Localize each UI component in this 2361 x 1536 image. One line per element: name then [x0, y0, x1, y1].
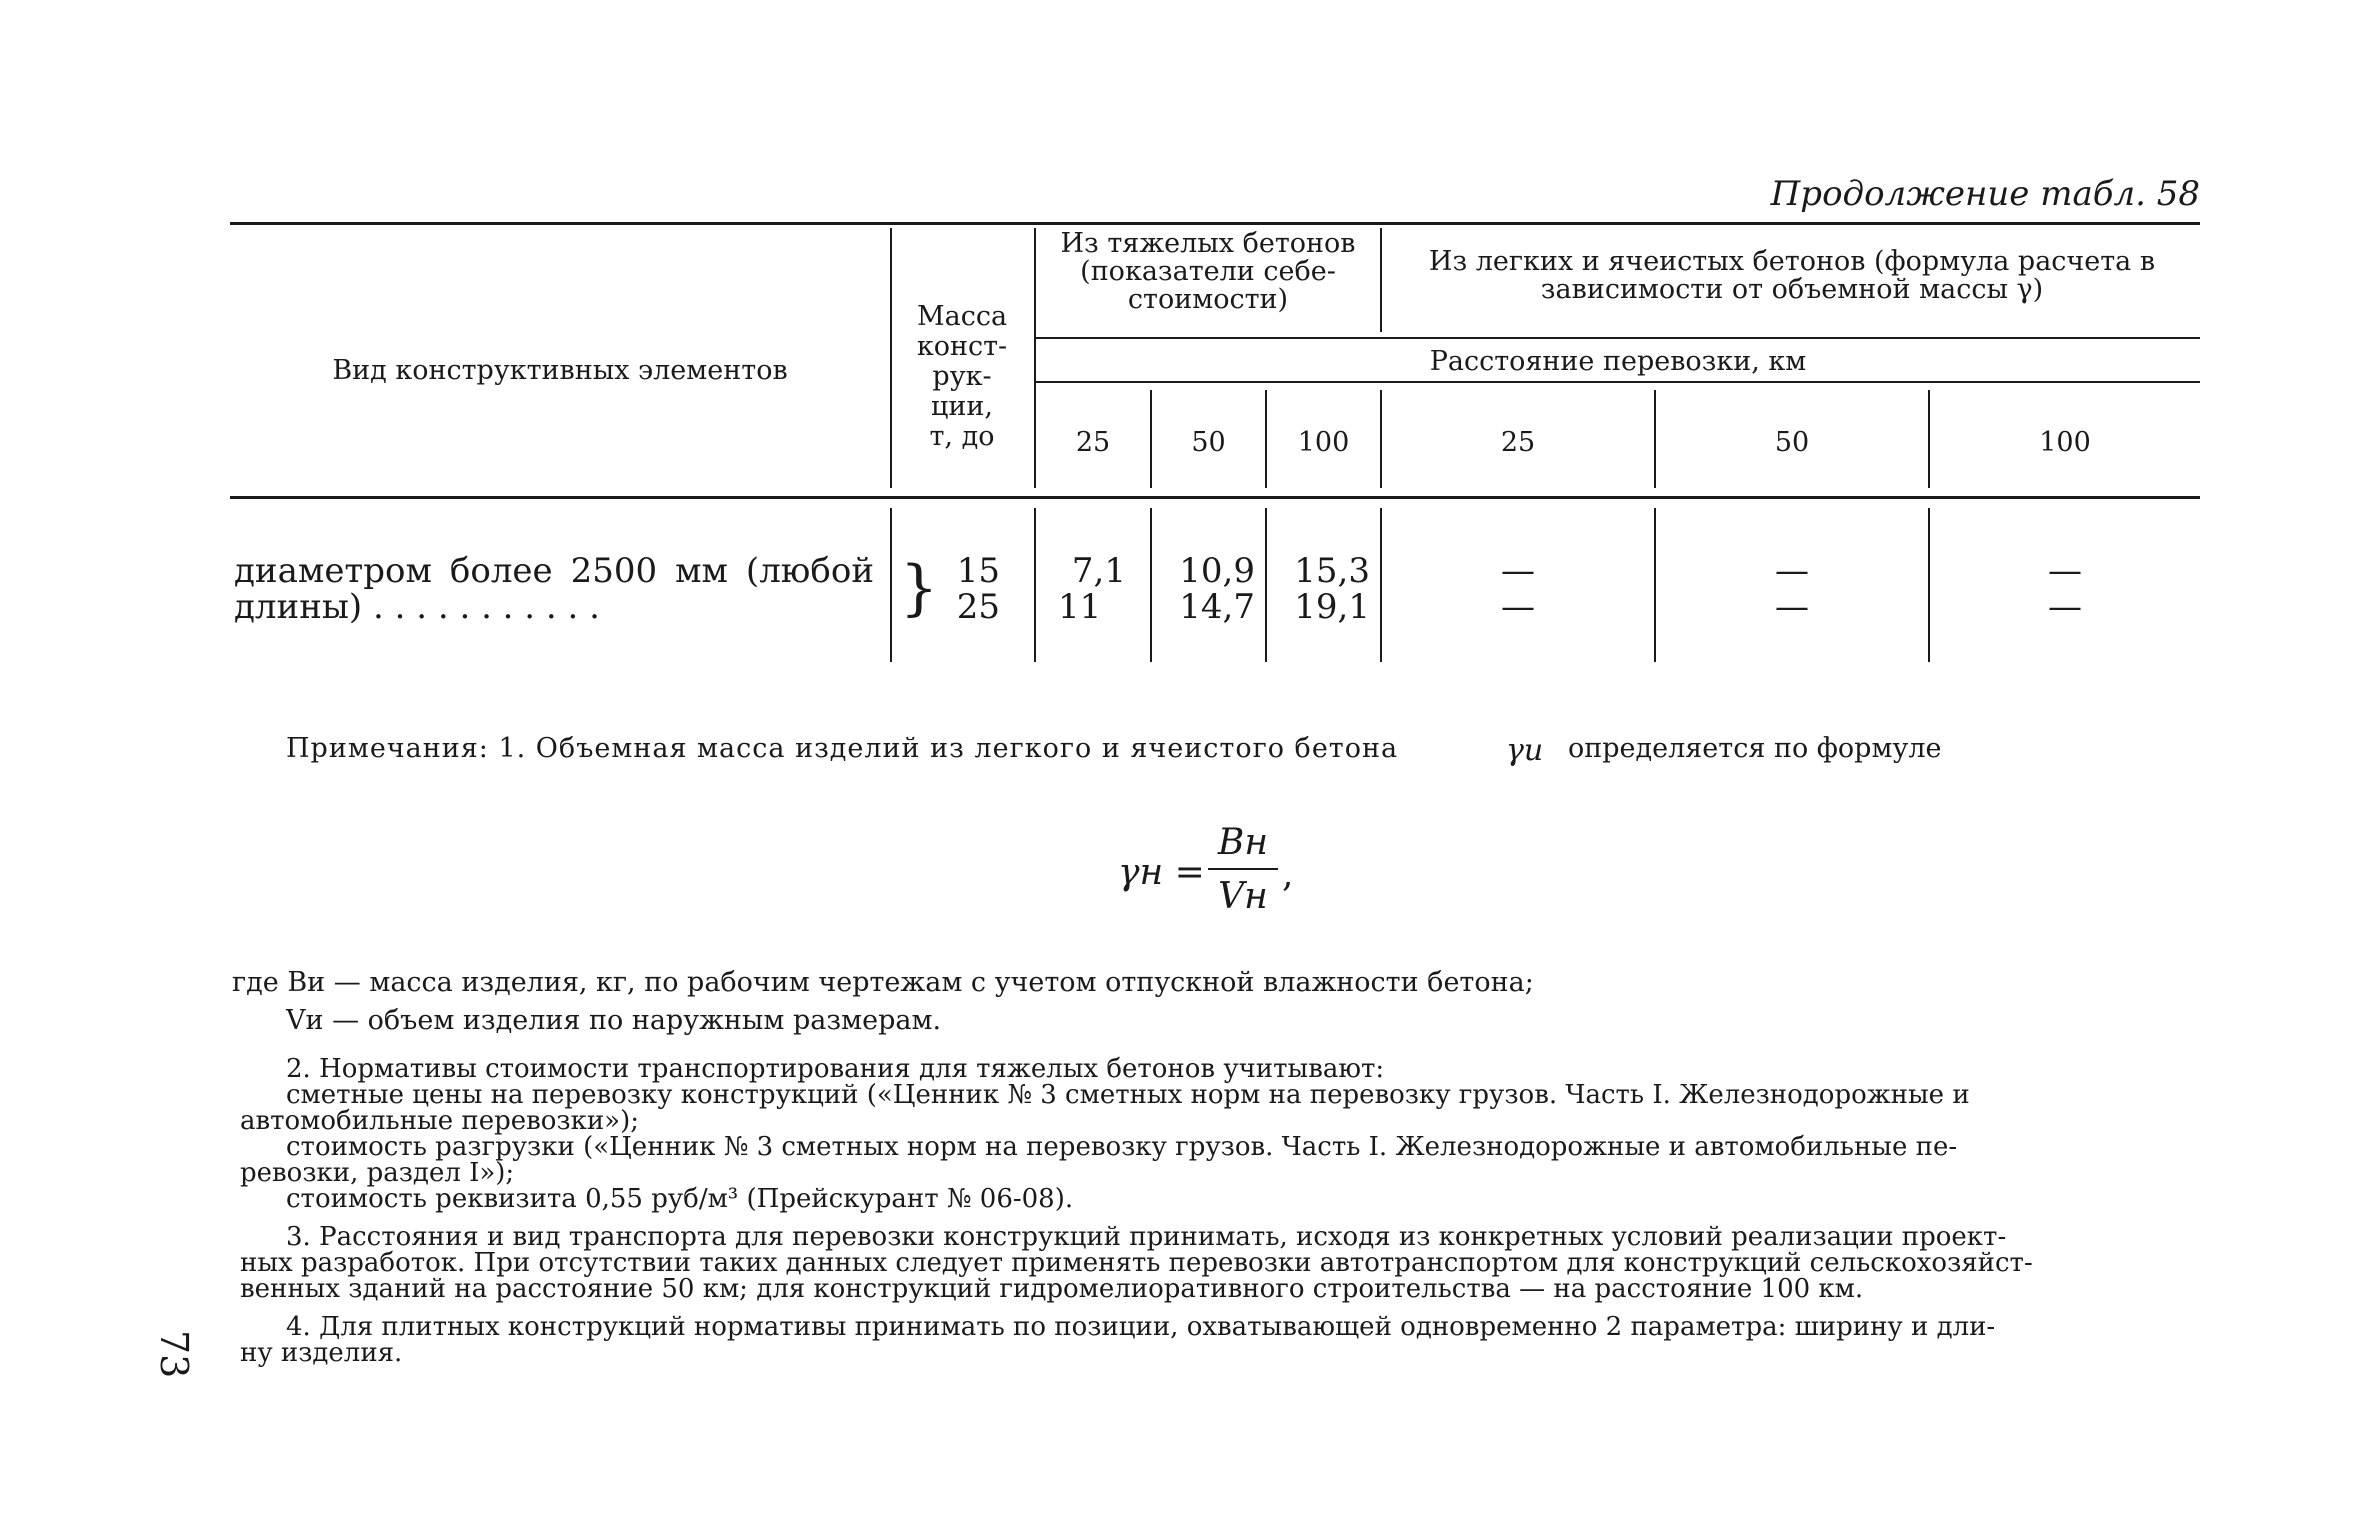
row-mass-2: 25: [956, 587, 1000, 627]
formula-lhs: γн =: [1118, 852, 1205, 893]
header-light-concrete: Из легких и ячеистых бетонов (формула расчета в зависимости от объемной массы γ): [1428, 246, 2156, 305]
light25-val-2: —: [1501, 587, 1535, 627]
formula-denominator: Vн: [1218, 876, 1268, 917]
light25-val-1: —: [1501, 551, 1535, 591]
header-distance: Расстояние перевозки, км: [1429, 346, 1807, 377]
note-4-line2: ну изделия.: [240, 1338, 403, 1368]
page-number: 73: [152, 1330, 196, 1379]
header-dist-l50: 50: [1774, 427, 1810, 458]
body-divider-1: [890, 508, 892, 662]
light100-val-2: —: [2048, 587, 2082, 627]
note-3-line1: 3. Расстояния и вид транспорта для перевозки конструкций принимать, исходя из конкретных условий реализации проект-: [286, 1222, 2007, 1252]
col-divider-3: [1380, 228, 1382, 332]
row-label-line2: длины) . . . . . . . . . . .: [234, 587, 600, 627]
row-brace: }: [900, 553, 939, 623]
heavy50-val-2: 14,7: [1179, 587, 1255, 627]
note-1-tail: определяется по формуле: [1568, 733, 1942, 764]
header-dist-l100: 100: [2039, 427, 2091, 458]
note-2-line4: стоимость разгрузки («Ценник № 3 сметных норм на перевозку грузов. Часть I. Железнодорожные и автомобильные пе-: [286, 1132, 1958, 1162]
note-3-line3: венных зданий на расстояние 50 км; для конструкций гидромелиоративного строительства — на расстояние 100 км.: [240, 1274, 1864, 1304]
light50-val-1: —: [1775, 551, 1809, 591]
body-divider-4: [1265, 508, 1267, 662]
header-mass: Масса конст- рук- ции, т, до: [916, 301, 1008, 452]
header-dist-h25: 25: [1075, 427, 1111, 458]
note-2-line5: ревозки, раздел I»);: [240, 1158, 515, 1188]
note-1-intro: Примечания: 1. Объемная масса изделий из легкого и ячеистого бетона: [286, 733, 1399, 764]
note-1-symbol: γи: [1506, 733, 1544, 768]
body-divider-2: [1034, 508, 1036, 662]
note-2-line2: сметные цены на перевозку конструкций («Ценник № 3 сметных норм на перевозку грузов. Часть I. Железнодорожные и: [286, 1080, 1970, 1110]
header-heavy-concrete: Из тяжелых бетонов (показатели себе- стоимости): [1060, 228, 1356, 315]
note-2-line1: 2. Нормативы стоимости транспортирования для тяжелых бетонов учитывают:: [286, 1054, 1385, 1084]
distance-bottom-rule: [1036, 381, 2200, 383]
note-3-line2: ных разработок. При отсутствии таких данных следует применять перевозки автотранспортом для конструкций сельскохозяйст-: [240, 1248, 2033, 1278]
distance-top-rule: [1036, 337, 2200, 339]
note-2-line3: автомобильные перевозки»);: [240, 1106, 639, 1136]
header-dist-h50: 50: [1191, 427, 1226, 458]
formula-fraction-bar: [1208, 868, 1278, 870]
heavy50-val-1: 10,9: [1179, 551, 1255, 591]
body-divider-3: [1150, 508, 1152, 662]
table-caption: Продолжение табл. 58: [1770, 174, 2200, 214]
note-4-line1: 4. Для плитных конструкций нормативы принимать по позиции, охватывающей одновременно 2 параметра: ширину и дли-: [286, 1312, 1996, 1342]
row-mass-1: 15: [956, 551, 1000, 591]
row-label-line1: диаметром более 2500 мм (любой: [234, 551, 874, 591]
light100-val-1: —: [2048, 551, 2082, 591]
note-where-b: где Bи — масса изделия, кг, по рабочим чертежам с учетом отпускной влажности бетона;: [232, 967, 1534, 998]
note-2-line6: стоимость реквизита 0,55 руб/м³ (Прейскурант № 06-08).: [286, 1184, 1074, 1214]
heavy25-val-1: 7,1: [1071, 551, 1126, 591]
table-top-rule: [230, 222, 2200, 225]
header-dist-h100: 100: [1297, 427, 1350, 458]
header-element-type: Вид конструктивных элементов: [332, 355, 788, 386]
heavy25-val-2: 11: [1058, 587, 1102, 627]
heavy100-val-1: 15,3: [1294, 551, 1370, 591]
heavy100-val-2: 19,1: [1294, 587, 1370, 627]
note-where-v: Vи — объем изделия по наружным размерам.: [286, 1005, 942, 1036]
formula-numerator: Bн: [1217, 822, 1269, 863]
light50-val-2: —: [1775, 587, 1809, 627]
header-bottom-rule: [230, 496, 2200, 499]
formula-comma: ,: [1282, 854, 1294, 895]
header-dist-l25: 25: [1500, 427, 1536, 458]
